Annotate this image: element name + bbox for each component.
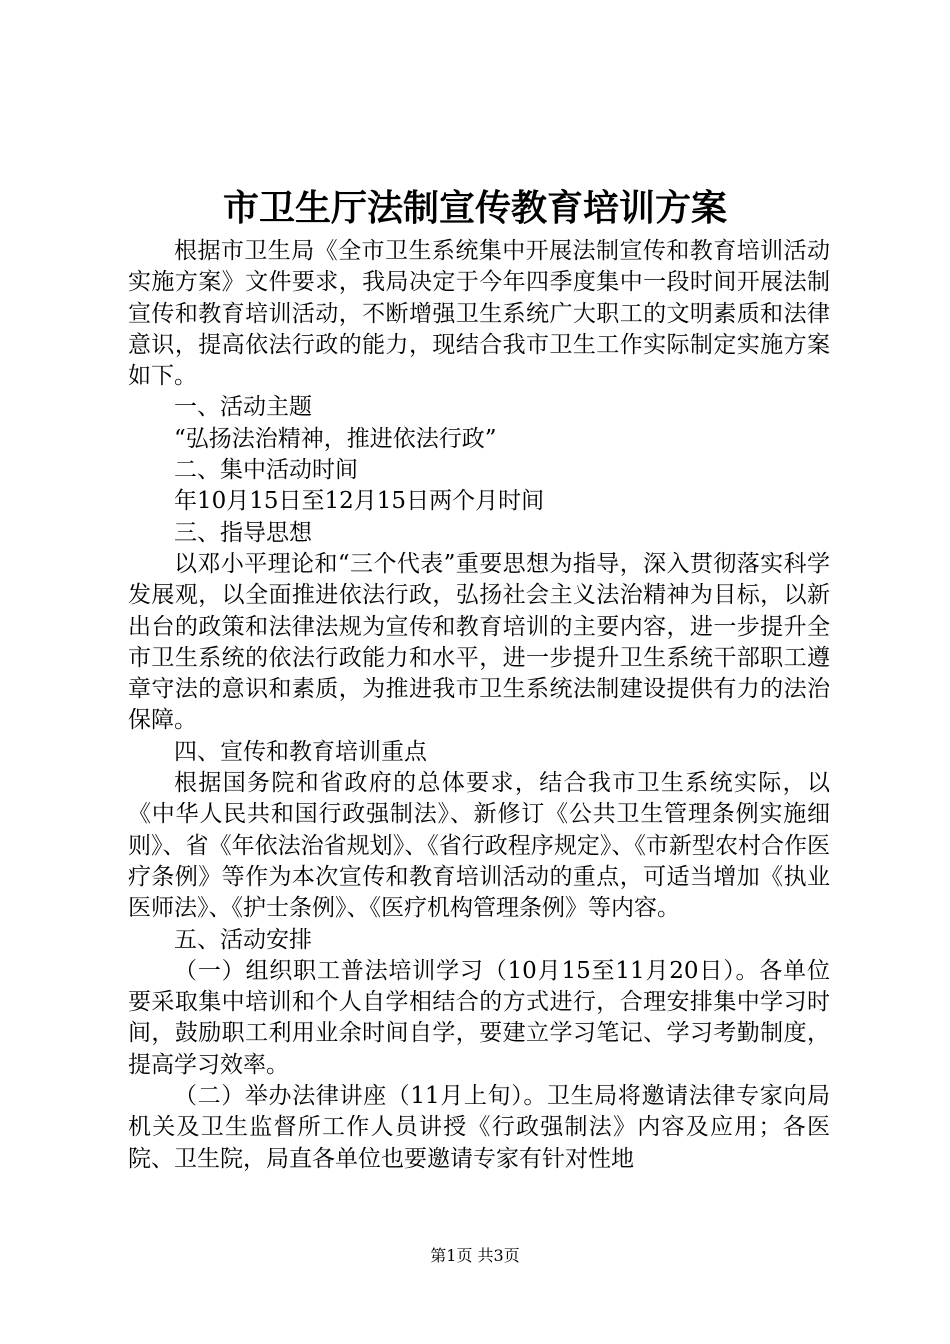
heading-guiding-ideology: 三、指导思想 (174, 519, 312, 546)
heading-activity-arrangement: 五、活动安排 (174, 926, 312, 953)
paragraph-theme-slogan: “弘扬法治精神，推进依法行政” (174, 425, 497, 452)
page-footer: 第1页 共3页 (430, 1246, 520, 1265)
paragraph-guiding-ideology: 以邓小平理论和“三个代表”重要思想为指导，深入贯彻落实科学发展观，以全面推进依法行政，弘扬社会主义法治精神为目标，以新出台的政策和法律法规为宣传和教育培训的主要内容，进一步提升全市卫生系统的依法行政能力和水平，进一步提升卫生系统干部职工遵章守法的意识和素质，为推进我市卫生系统法制建设提供有力的法治保障。 (128, 550, 830, 734)
heading-activity-time: 二、集中活动时间 (174, 457, 358, 484)
document-body (128, 236, 830, 1175)
paragraph-arrangement-2: （二）举办法律讲座（11月上旬）。卫生局将邀请法律专家向局机关及卫生监督所工作人员讲授《行政强制法》内容及应用；各医院、卫生院，局直各单位也要邀请专家有针对性地 (128, 1083, 830, 1172)
paragraph-training-focus: 根据国务院和省政府的总体要求，结合我市卫生系统实际，以《中华人民共和国行政强制法》、新修订《公共卫生管理条例实施细则》、省《年依法治省规划》、《省行政程序规定》、《市新型农村合作医疗条例》等作为本次宣传和教育培训活动的重点，可适当增加《执业医师法》、《护士条例》、《医疗机构管理条例》等内容。 (128, 770, 830, 922)
paragraph-arrangement-1: （一）组织职工普法培训学习（10月15至11月20日）。各单位要采取集中培训和个人自学相结合的方式进行，合理安排集中学习时间，鼓励职工利用业余时间自学，要建立学习笔记、学习考勤制度，提高学习效率。 (128, 957, 830, 1078)
heading-training-focus: 四、宣传和教育培训重点 (174, 738, 427, 765)
document-title: 市卫生厅法制宣传教育培训方案 (222, 187, 727, 229)
heading-activity-theme: 一、活动主题 (174, 394, 312, 421)
paragraph-time-range: 年10月15日至12月15日两个月时间 (174, 488, 545, 515)
paragraph-intro: 根据市卫生局《全市卫生系统集中开展法制宣传和教育培训活动实施方案》文件要求，我局决定于今年四季度集中一段时间开展法制宣传和教育培训活动，不断增强卫生系统广大职工的文明素质和法律意识，提高依法行政的能力，现结合我市卫生工作实际制定实施方案如下。 (128, 238, 830, 390)
